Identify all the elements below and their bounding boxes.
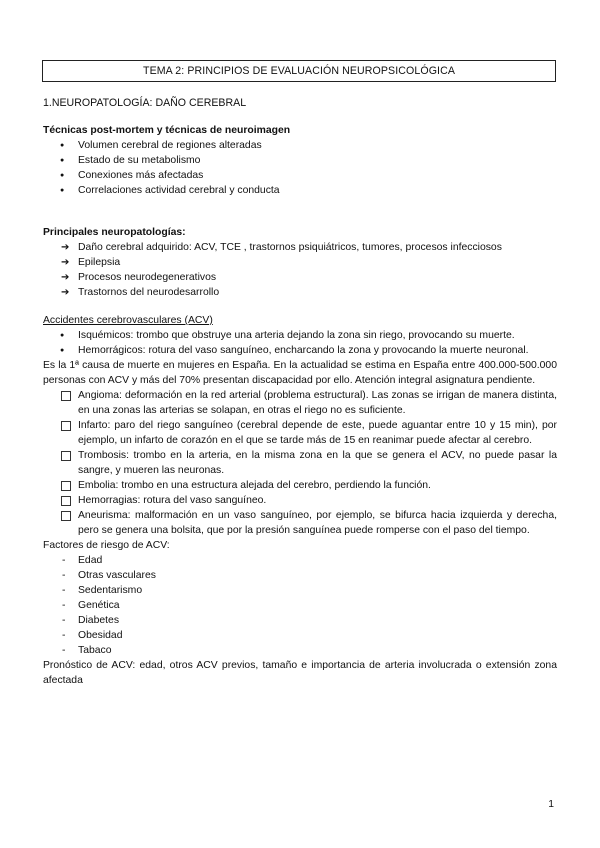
list-item: - Sedentarismo: [43, 583, 557, 598]
page-number: 1: [548, 799, 554, 810]
checkbox-icon[interactable]: [61, 481, 71, 491]
checkbox-icon[interactable]: [61, 511, 71, 521]
list-item: - Tabaco: [43, 643, 557, 658]
list-item: ● Correlaciones actividad cerebral y conducta: [43, 183, 557, 198]
list-item: ➔ Trastornos del neurodesarrollo: [61, 287, 220, 298]
list-item: - Genética: [43, 598, 557, 613]
arrow-right-icon: ➔: [61, 242, 70, 253]
list-item: ● Hemorrágicos: rotura del vaso sanguíneo, encharcando la zona y provocando la muerte neuronal.: [43, 343, 557, 358]
checkbox-icon[interactable]: [61, 391, 71, 401]
document-body: [43, 96, 557, 688]
checklist-item: Trombosis: trombo en la arteria, en la misma zona en la que se genera el ACV, no puede pasar la sangre, y mueren las neuronas.: [43, 448, 557, 478]
list-item: - Obesidad: [43, 628, 557, 643]
arrow-right-icon: ➔: [61, 287, 70, 298]
arrow-right-icon: ➔: [61, 257, 70, 268]
acv-paragraph: Es la 1ª causa de muerte en mujeres en España. En la actualidad se estima en España entre 400.000-500.000 personas con ACV y más del 70% presentan discapacidad por ello. Atención integral asignatura pendiente.: [43, 360, 557, 386]
section-heading: 1.NEUROPATOLOGÍA: DAÑO CEREBRAL: [43, 97, 247, 109]
checklist-item: Angioma: deformación en la red arterial (problema estructural). Las zonas se irrigan de manera distinta, en una zonas las arterias se solapan, en otras el riego no es suficiente.: [43, 388, 557, 418]
list-item: ● Isquémicos: trombo que obstruye una arteria dejando la zona sin riego, provocando su muerte.: [43, 328, 557, 343]
factores-heading: Factores de riesgo de ACV:: [43, 540, 170, 551]
pronostico-paragraph: Pronóstico de ACV: edad, otros ACV previos, tamaño e importancia de arteria involucrada o extensión zona afectada: [43, 660, 557, 686]
list-item: ➔ Procesos neurodegenerativos: [61, 272, 217, 283]
checkbox-icon[interactable]: [61, 421, 71, 431]
factores-list: [43, 553, 557, 658]
list-item: ● Conexiones más afectadas: [43, 168, 557, 183]
checklist-item: Embolia: trombo en una estructura alejada del cerebro, perdiendo la función.: [43, 478, 557, 493]
page-title: TEMA 2: PRINCIPIOS DE EVALUACIÓN NEUROPSICOLÓGICA: [42, 60, 556, 82]
list-item: - Diabetes: [43, 613, 557, 628]
acv-checklist: [43, 388, 557, 538]
neuropatologias-list: [43, 240, 557, 300]
acv-heading: Accidentes cerebrovasculares (ACV): [43, 315, 213, 326]
neuropatologias-heading: Principales neuropatologías:: [43, 227, 186, 238]
acv-types-list: [43, 328, 557, 358]
list-item: ➔ Epilepsia: [61, 257, 121, 268]
checklist-item: Hemorragias: rotura del vaso sanguíneo.: [43, 493, 557, 508]
arrow-right-icon: ➔: [61, 272, 70, 283]
list-item: - Otras vasculares: [43, 568, 557, 583]
checklist-item: Infarto: paro del riego sanguíneo (cerebral depende de este, puede aguantar entre 10 y 15 min), por ejemplo, un infarto de corazón en el que se tarde más de 15 en reanimar puede afectar al cerebro.: [43, 418, 557, 448]
list-item: - Edad: [43, 553, 557, 568]
tecnicas-list: [43, 138, 557, 198]
checkbox-icon[interactable]: [61, 496, 71, 506]
checklist-item: Aneurisma: malformación en un vaso sanguíneo, por ejemplo, se bifurca hacia izquierda y derecha, pero se genera una bolsita, que por la presión sanguínea puede romperse con el paso del tiempo.: [43, 508, 557, 538]
list-item: ● Volumen cerebral de regiones alteradas: [43, 138, 557, 153]
list-item: ● Estado de su metabolismo: [43, 153, 557, 168]
tecnicas-heading: Técnicas post-mortem y técnicas de neuroimagen: [43, 125, 291, 136]
list-item: ➔ Daño cerebral adquirido: ACV, TCE , trastornos psiquiátricos, tumores, procesos infecciosos: [61, 242, 502, 253]
checkbox-icon[interactable]: [61, 451, 71, 461]
